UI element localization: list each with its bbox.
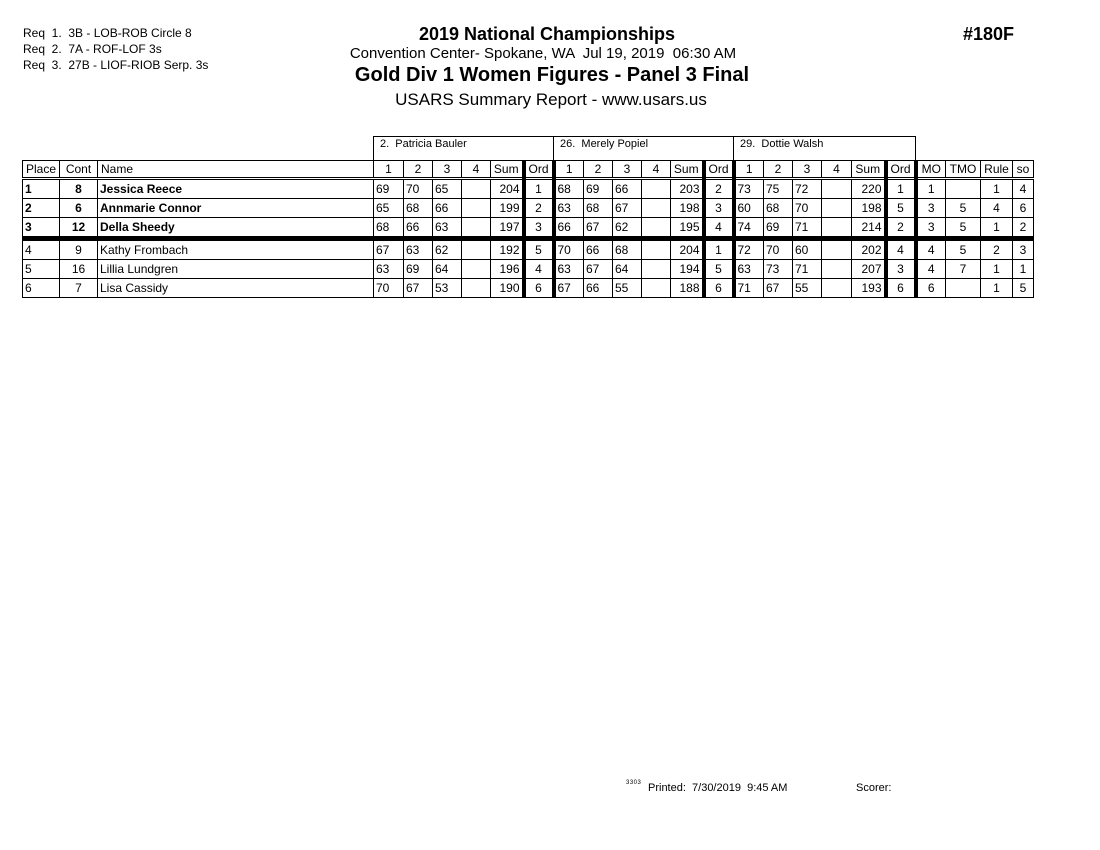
cont-cell: 9: [60, 239, 98, 260]
so-cell: 6: [1013, 199, 1034, 218]
mo-cell: 4: [916, 239, 946, 260]
judge-header-3: 29. Dottie Walsh: [733, 136, 916, 160]
judge3-score-2-cell: 73: [764, 260, 793, 279]
event-title: Gold Div 1 Women Figures - Panel 3 Final: [354, 64, 750, 86]
cont-cell: 8: [60, 179, 98, 199]
judge3-score-1-cell: 60: [734, 199, 764, 218]
judge2-score-2-cell: 66: [584, 279, 613, 298]
event-number: #180F: [963, 24, 1015, 44]
judge1-sum-cell: 192: [491, 239, 524, 260]
judge1-sum-cell: 196: [491, 260, 524, 279]
judge2-sum-cell: 188: [671, 279, 704, 298]
footer-code: 3303: [626, 780, 642, 786]
tmo-cell: [946, 279, 981, 298]
col-header-judge2-3: 3: [613, 161, 642, 179]
judge1-score-4-cell: [462, 260, 491, 279]
tmo-cell: [946, 179, 981, 199]
cont-cell: 6: [60, 199, 98, 218]
judge3-score-3-cell: 55: [793, 279, 822, 298]
rule-cell: 1: [981, 218, 1013, 239]
judge1-score-4-cell: [462, 279, 491, 298]
table-row: [23, 279, 1034, 298]
tmo-cell: 5: [946, 199, 981, 218]
judge2-score-1-cell: 67: [554, 279, 584, 298]
judge2-score-3-cell: 55: [613, 279, 642, 298]
col-header-judge2-4: 4: [642, 161, 671, 179]
judge3-score-3-cell: 70: [793, 199, 822, 218]
judge1-sum-cell: 204: [491, 179, 524, 199]
judge3-score-1-cell: 71: [734, 279, 764, 298]
place-cell: 6: [23, 279, 60, 298]
judge2-score-3-cell: 66: [613, 179, 642, 199]
judge2-score-1-cell: 63: [554, 260, 584, 279]
judge1-score-4-cell: [462, 179, 491, 199]
col-header-so: so: [1013, 161, 1034, 179]
col-header-judge2-2: 2: [584, 161, 613, 179]
mo-cell: 3: [916, 218, 946, 239]
skater-name-cell: Annmarie Connor: [98, 199, 374, 218]
judge3-score-2-cell: 75: [764, 179, 793, 199]
judge2-ordinal-cell: 1: [704, 239, 734, 260]
rule-cell: 1: [981, 260, 1013, 279]
place-cell: 4: [23, 239, 60, 260]
col-header-mo: MO: [916, 161, 946, 179]
judge3-score-4-cell: [822, 218, 852, 239]
cont-cell: 7: [60, 279, 98, 298]
judge3-score-4-cell: [822, 279, 852, 298]
judge2-score-4-cell: [642, 179, 671, 199]
judge1-ordinal-cell: 5: [524, 239, 554, 260]
judge2-score-3-cell: 64: [613, 260, 642, 279]
judge1-score-2-cell: 68: [404, 199, 433, 218]
cont-cell: 12: [60, 218, 98, 239]
judge2-score-3-cell: 62: [613, 218, 642, 239]
col-header-rule: Rule: [981, 161, 1013, 179]
judge1-score-2-cell: 70: [404, 179, 433, 199]
judge3-score-3-cell: 72: [793, 179, 822, 199]
judge2-ordinal-cell: 2: [704, 179, 734, 199]
col-header-judge2-sum: Sum: [671, 161, 704, 179]
col-header-judge1-4: 4: [462, 161, 491, 179]
judge3-score-2-cell: 70: [764, 239, 793, 260]
judge1-score-4-cell: [462, 239, 491, 260]
so-cell: 4: [1013, 179, 1034, 199]
so-cell: 1: [1013, 260, 1034, 279]
col-header-name: Name: [98, 161, 374, 179]
printed-timestamp: Printed: 7/30/2019 9:45 AM: [648, 782, 788, 794]
judge2-sum-cell: 204: [671, 239, 704, 260]
skater-name-cell: Della Sheedy: [98, 218, 374, 239]
col-header-judge2-1: 1: [554, 161, 584, 179]
mo-cell: 3: [916, 199, 946, 218]
judge1-score-4-cell: [462, 199, 491, 218]
judge2-score-4-cell: [642, 239, 671, 260]
judge3-score-1-cell: 74: [734, 218, 764, 239]
place-cell: 2: [23, 199, 60, 218]
judge1-ordinal-cell: 4: [524, 260, 554, 279]
judge3-score-3-cell: 60: [793, 239, 822, 260]
place-cell: 5: [23, 260, 60, 279]
judge1-score-2-cell: 67: [404, 279, 433, 298]
judge2-sum-cell: 198: [671, 199, 704, 218]
judge2-score-1-cell: 70: [554, 239, 584, 260]
judge-header-2: 26. Merely Popiel: [553, 136, 734, 160]
judge2-score-2-cell: 69: [584, 179, 613, 199]
results-body: [23, 179, 1034, 298]
judge2-score-3-cell: 67: [613, 199, 642, 218]
skater-name-cell: Jessica Reece: [98, 179, 374, 199]
judge2-score-2-cell: 68: [584, 199, 613, 218]
table-row: [23, 260, 1034, 279]
col-header-judge3-2: 2: [764, 161, 793, 179]
judge2-score-2-cell: 67: [584, 218, 613, 239]
mo-cell: 4: [916, 260, 946, 279]
judge1-ordinal-cell: 1: [524, 179, 554, 199]
judge2-score-2-cell: 67: [584, 260, 613, 279]
judge3-score-2-cell: 67: [764, 279, 793, 298]
col-header-judge1-1: 1: [374, 161, 404, 179]
results-table: [22, 160, 1034, 298]
judge1-score-1-cell: 69: [374, 179, 404, 199]
venue-line: Convention Center- Spokane, WA Jul 19, 2019 06:30 AM: [349, 45, 737, 62]
judge3-ordinal-cell: 6: [886, 279, 916, 298]
judge3-score-1-cell: 73: [734, 179, 764, 199]
skater-name-cell: Lillia Lundgren: [98, 260, 374, 279]
judge1-score-1-cell: 65: [374, 199, 404, 218]
col-header-judge1-3: 3: [433, 161, 462, 179]
judge3-ordinal-cell: 1: [886, 179, 916, 199]
scorer-label: Scorer:: [856, 782, 892, 794]
col-header-judge1-sum: Sum: [491, 161, 524, 179]
judge-header-1: 2. Patricia Bauler: [373, 136, 554, 160]
judge2-score-2-cell: 66: [584, 239, 613, 260]
judge3-score-4-cell: [822, 260, 852, 279]
judge2-score-1-cell: 66: [554, 218, 584, 239]
place-cell: 3: [23, 218, 60, 239]
judge1-score-3-cell: 64: [433, 260, 462, 279]
judge1-score-2-cell: 63: [404, 239, 433, 260]
judge2-sum-cell: 194: [671, 260, 704, 279]
judge3-ordinal-cell: 2: [886, 218, 916, 239]
judge1-score-3-cell: 65: [433, 179, 462, 199]
col-header-judge3-4: 4: [822, 161, 852, 179]
judge1-score-2-cell: 69: [404, 260, 433, 279]
judge3-sum-cell: 207: [852, 260, 886, 279]
rule-cell: 4: [981, 199, 1013, 218]
judge2-score-1-cell: 68: [554, 179, 584, 199]
requirement-1: Req 1. 3B - LOB-ROB Circle 8: [23, 26, 192, 40]
report-line: USARS Summary Report - www.usars.us: [395, 90, 707, 109]
judge1-ordinal-cell: 2: [524, 199, 554, 218]
col-header-judge1-ord: Ord: [524, 161, 554, 179]
judge1-ordinal-cell: 6: [524, 279, 554, 298]
rule-cell: 2: [981, 239, 1013, 260]
so-cell: 2: [1013, 218, 1034, 239]
judge3-ordinal-cell: 3: [886, 260, 916, 279]
judge3-ordinal-cell: 5: [886, 199, 916, 218]
judge3-sum-cell: 220: [852, 179, 886, 199]
col-header-place: Place: [23, 161, 60, 179]
judge3-sum-cell: 214: [852, 218, 886, 239]
judge3-score-1-cell: 72: [734, 239, 764, 260]
rule-cell: 1: [981, 179, 1013, 199]
table-row: [23, 199, 1034, 218]
tmo-cell: 7: [946, 260, 981, 279]
judge3-score-3-cell: 71: [793, 218, 822, 239]
col-header-judge3-ord: Ord: [886, 161, 916, 179]
judge2-ordinal-cell: 4: [704, 218, 734, 239]
col-header-judge3-1: 1: [734, 161, 764, 179]
judge1-ordinal-cell: 3: [524, 218, 554, 239]
judge2-score-4-cell: [642, 260, 671, 279]
judge2-ordinal-cell: 3: [704, 199, 734, 218]
place-cell: 1: [23, 179, 60, 199]
judge1-score-1-cell: 68: [374, 218, 404, 239]
table-row: [23, 179, 1034, 199]
judge3-sum-cell: 198: [852, 199, 886, 218]
col-header-judge1-2: 2: [404, 161, 433, 179]
judge2-ordinal-cell: 5: [704, 260, 734, 279]
judge2-sum-cell: 195: [671, 218, 704, 239]
judge2-ordinal-cell: 6: [704, 279, 734, 298]
judge1-score-3-cell: 63: [433, 218, 462, 239]
judge2-score-4-cell: [642, 218, 671, 239]
rule-cell: 1: [981, 279, 1013, 298]
judge1-score-3-cell: 62: [433, 239, 462, 260]
col-header-cont: Cont: [60, 161, 98, 179]
skater-name-cell: Kathy Frombach: [98, 239, 374, 260]
judge3-score-2-cell: 68: [764, 199, 793, 218]
mo-cell: 6: [916, 279, 946, 298]
judge3-ordinal-cell: 4: [886, 239, 916, 260]
judge1-score-2-cell: 66: [404, 218, 433, 239]
judge1-score-3-cell: 53: [433, 279, 462, 298]
judge3-score-4-cell: [822, 199, 852, 218]
judge3-score-4-cell: [822, 239, 852, 260]
skater-name-cell: Lisa Cassidy: [98, 279, 374, 298]
judge1-sum-cell: 199: [491, 199, 524, 218]
judge2-sum-cell: 203: [671, 179, 704, 199]
judge1-score-1-cell: 70: [374, 279, 404, 298]
judge2-score-4-cell: [642, 279, 671, 298]
judge3-score-4-cell: [822, 179, 852, 199]
judge1-score-1-cell: 63: [374, 260, 404, 279]
judge1-score-1-cell: 67: [374, 239, 404, 260]
judge3-score-2-cell: 69: [764, 218, 793, 239]
col-header-judge3-3: 3: [793, 161, 822, 179]
judge3-sum-cell: 202: [852, 239, 886, 260]
judge2-score-1-cell: 63: [554, 199, 584, 218]
judge1-score-4-cell: [462, 218, 491, 239]
judge3-score-3-cell: 71: [793, 260, 822, 279]
competition-title: 2019 National Championships: [418, 24, 676, 44]
so-cell: 5: [1013, 279, 1034, 298]
col-header-judge3-sum: Sum: [852, 161, 886, 179]
requirement-2: Req 2. 7A - ROF-LOF 3s: [23, 42, 162, 56]
table-row: [23, 218, 1034, 239]
cont-cell: 16: [60, 260, 98, 279]
mo-cell: 1: [916, 179, 946, 199]
judge3-score-1-cell: 63: [734, 260, 764, 279]
header-row: [23, 161, 1034, 179]
judge1-sum-cell: 190: [491, 279, 524, 298]
col-header-tmo: TMO: [946, 161, 981, 179]
tmo-cell: 5: [946, 239, 981, 260]
judge1-sum-cell: 197: [491, 218, 524, 239]
tmo-cell: 5: [946, 218, 981, 239]
judge2-score-4-cell: [642, 199, 671, 218]
judge2-score-3-cell: 68: [613, 239, 642, 260]
table-row: [23, 239, 1034, 260]
judge3-sum-cell: 193: [852, 279, 886, 298]
so-cell: 3: [1013, 239, 1034, 260]
judge1-score-3-cell: 66: [433, 199, 462, 218]
requirement-3: Req 3. 27B - LIOF-RIOB Serp. 3s: [23, 58, 209, 72]
col-header-judge2-ord: Ord: [704, 161, 734, 179]
